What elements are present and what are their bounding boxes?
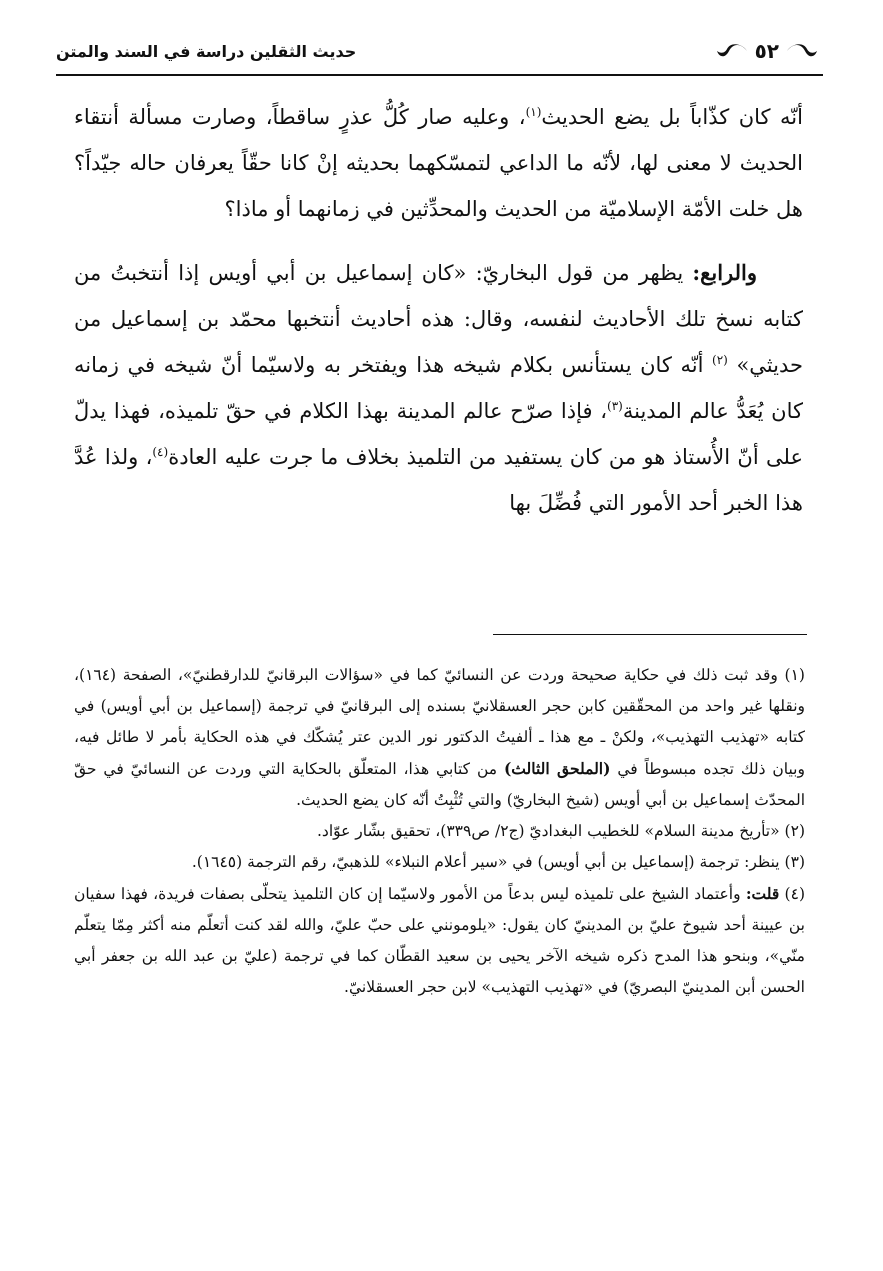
footnote-text: من كتابي هذا، المتعلّق بالحكاية التي وردت عن النسائيّ في حقّ المحدّث إسماعيل بن أبي أويس (شيخ البخاريّ) والتي تُثْبِتُ أنّه كان يضع الحديث.: [74, 760, 805, 809]
footnote-number: (١): [784, 666, 805, 684]
paragraph-1: [74, 94, 803, 232]
footnote-text: وقد ثبت ذلك في حكاية صحيحة وردت عن النسائيّ كما في «سؤالات البرقانيّ للدارقطنيّ»، الصفحة (١٦٤)، ونقلها غير واحد من المحقّقين كابن حجر العسقلانيّ بسنده إلى البرقانيّ في ترجمة (إسماعيل بن أبي أويس) في كتابه «تهذيب التهذيب»، ولكنْ ـ مع هذا ـ ألفيتُ الدكتور نور الدين عتر يُشكّك في هذه الحكاية بأمر لا طائل فيه، وبيان ذلك تجده مبسوطاً في: [74, 666, 805, 778]
text-span: ، فإذا صرّح عالم المدينة بهذا الكلام في حقّ تلميذه، فهذا يدلّ على أنّ الأُستاذ هو من كان يستفيد من التلميذ بخلاف ما جرت عليه العادة: [74, 399, 803, 469]
ornament-right-icon: [785, 42, 819, 60]
footnote-ref-4: (٤): [152, 445, 169, 459]
ornament-left-icon: [715, 42, 749, 60]
footnote-1: [74, 660, 805, 816]
footnote-ref-2: (٢): [712, 353, 728, 367]
footnote-text: ينظر: ترجمة (إسماعيل بن أبي أويس) في «سير أعلام النبلاء» للذهبيّ، رقم الترجمة (١٦٤٥).: [191, 853, 780, 871]
text-span: ، ولذا عُدَّ هذا الخبر أحد الأمور التي فُضِّلَ بها: [74, 445, 803, 515]
header-rule: [56, 74, 823, 76]
footnotes: [74, 660, 805, 1003]
running-title: حديث الثقلين دراسة في السند والمتن: [56, 41, 357, 61]
footnote-number: (٣): [784, 853, 805, 871]
page-number: ٥٢: [754, 39, 779, 63]
text-span: ، وعليه صار كُلُّ عذرٍ ساقطاً، وصارت مسألة أنتقاء الحديث لا معنى لها، لأنّه ما الداعي لتمسّكهما بحديثه إنْ كانا حقّاً يعرفان حاله جيّداً؟ هل خلت الأمّة الإسلاميّة من الحديث والمحدِّثين في زمانهما أو ماذا؟: [74, 105, 803, 221]
footnote-2: [74, 816, 805, 847]
main-text: [74, 94, 803, 526]
footnote-number: (٢): [784, 822, 805, 840]
page-header: [56, 32, 819, 70]
footnote-text: «تأريخ مدينة السلام» للخطيب البغداديّ (ج٢/ ص٣٣٩)، تحقيق بشّار عوّاد.: [316, 822, 780, 840]
page-number-block: [715, 39, 819, 63]
text-span: أنّه كان كذّاباً بل يضع الحديث: [541, 105, 803, 129]
text-span: أنّه كان يستأنس بكلام شيخه هذا ويفتخر به ولاسيّما أنّ شيخه في زمانه كان يُعَدُّ عالم المدينة: [74, 353, 803, 423]
footnote-text: وأعتماد الشيخ على تلميذه ليس بدعاً من الأمور ولاسيّما إن كان التلميذ يتحلّى بصفات فريدة، فهذا سفيان بن عيينة أحد شيوخ عليّ بن المدينيّ كان يقول: «يلومونني على حبّ عليّ، والله لقد كنت أتعلّم منه أكثر مِمّا يتعلّم منّي»، وبنحو هذا المدح ذكره شيخه الآخر يحيى بن سعيد القطّان كما في ترجمة (عليّ بن عبد الله بن جعفر أبي الحسن أبن المدينيّ البصريّ) في «تهذيب التهذيب» لابن حجر العسقلانيّ.: [74, 885, 805, 996]
footnote-number: (٤): [784, 885, 805, 903]
paragraph-2: [74, 250, 803, 526]
text-span: يظهر من قول البخاريّ: «كان إسماعيل بن أبي أويس إذا أنتخبتُ من كتابه نسخ تلك الأحاديث لنفسه، وقال: هذه أحاديث أنتخبها محمّد بن إسماعيل من حديثي»: [74, 261, 803, 377]
footnote-ref-1: (١): [525, 105, 542, 119]
footnote-separator: [493, 634, 807, 635]
footnote-bold: (الملحق الثالث): [503, 759, 611, 778]
footnote-3: [74, 847, 805, 878]
footnote-bold: قلت:: [745, 884, 780, 903]
footnote-ref-3: (٣): [607, 399, 623, 413]
footnote-4: [74, 878, 805, 1003]
paragraph-lead: والرابع:: [692, 260, 757, 285]
